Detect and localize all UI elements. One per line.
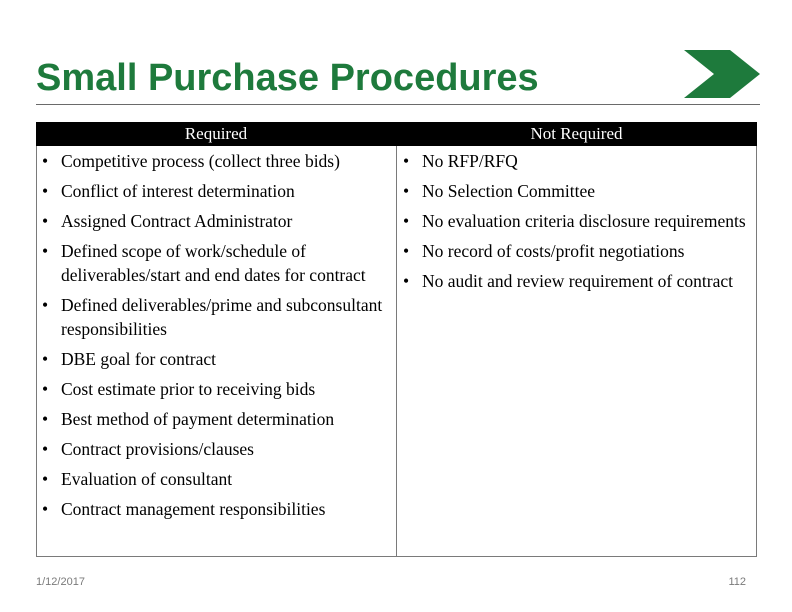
required-item-text: Best method of payment determination [61,409,335,429]
bullet-icon: • [403,211,410,231]
required-item [42,293,392,341]
required-item [42,179,392,203]
required-item [42,377,392,401]
required-item [42,347,392,371]
bullet-icon: • [42,409,49,429]
required-item-text: Contract management responsibilities [61,499,326,519]
footer-date: 1/12/2017 [36,576,85,588]
slide-title: Small Purchase Procedures [36,57,539,99]
not-required-column [403,149,753,299]
not-required-column-header: Not Required [530,124,623,143]
not-required-item-text: No record of costs/profit negotiations [422,241,685,261]
bullet-icon: • [42,379,49,399]
title-divider [36,104,760,105]
bullet-icon: • [42,349,49,369]
not-required-item-text: No audit and review requirement of contract [422,271,733,291]
not-required-item-text: No evaluation criteria disclosure requirements [422,211,746,231]
bullet-icon: • [42,499,49,519]
not-required-item [403,209,753,233]
required-item-text: Conflict of interest determination [61,181,295,201]
required-item-text: Competitive process (collect three bids) [61,151,340,171]
bullet-icon: • [42,295,49,315]
required-item-text: DBE goal for contract [61,349,217,369]
required-column-header: Required [184,124,248,143]
bullet-icon: • [403,151,410,171]
chevron-arrow-icon [684,50,760,98]
not-required-list [403,149,753,293]
bullet-icon: • [403,181,410,201]
required-item-text: Assigned Contract Administrator [61,211,293,231]
not-required-item [403,239,753,263]
bullet-icon: • [42,181,49,201]
bullet-icon: • [403,241,410,261]
bullet-icon: • [42,211,49,231]
required-item-text: Evaluation of consultant [61,469,233,489]
not-required-item [403,149,753,173]
required-item-text: Cost estimate prior to receiving bids [61,379,316,399]
required-item [42,437,392,461]
bullet-icon: • [403,271,410,291]
required-item-text: Defined deliverables/prime and subconsultant responsibilities [61,295,383,339]
required-item [42,239,392,287]
not-required-item [403,179,753,203]
bullet-icon: • [42,241,49,261]
not-required-item [403,269,753,293]
required-column [42,149,392,527]
not-required-item-text: No RFP/RFQ [422,151,518,171]
required-item [42,407,392,431]
bullet-icon: • [42,469,49,489]
required-item [42,467,392,491]
required-item-text: Contract provisions/clauses [61,439,254,459]
required-item [42,497,392,521]
required-item [42,209,392,233]
required-list [42,149,392,521]
required-item-text: Defined scope of work/schedule of deliverables/start and end dates for contract [61,241,366,285]
page-number: 112 [728,576,746,588]
not-required-item-text: No Selection Committee [422,181,596,201]
table-header-row [36,122,757,146]
bullet-icon: • [42,439,49,459]
column-divider [396,146,397,557]
required-item [42,149,392,173]
bullet-icon: • [42,151,49,171]
